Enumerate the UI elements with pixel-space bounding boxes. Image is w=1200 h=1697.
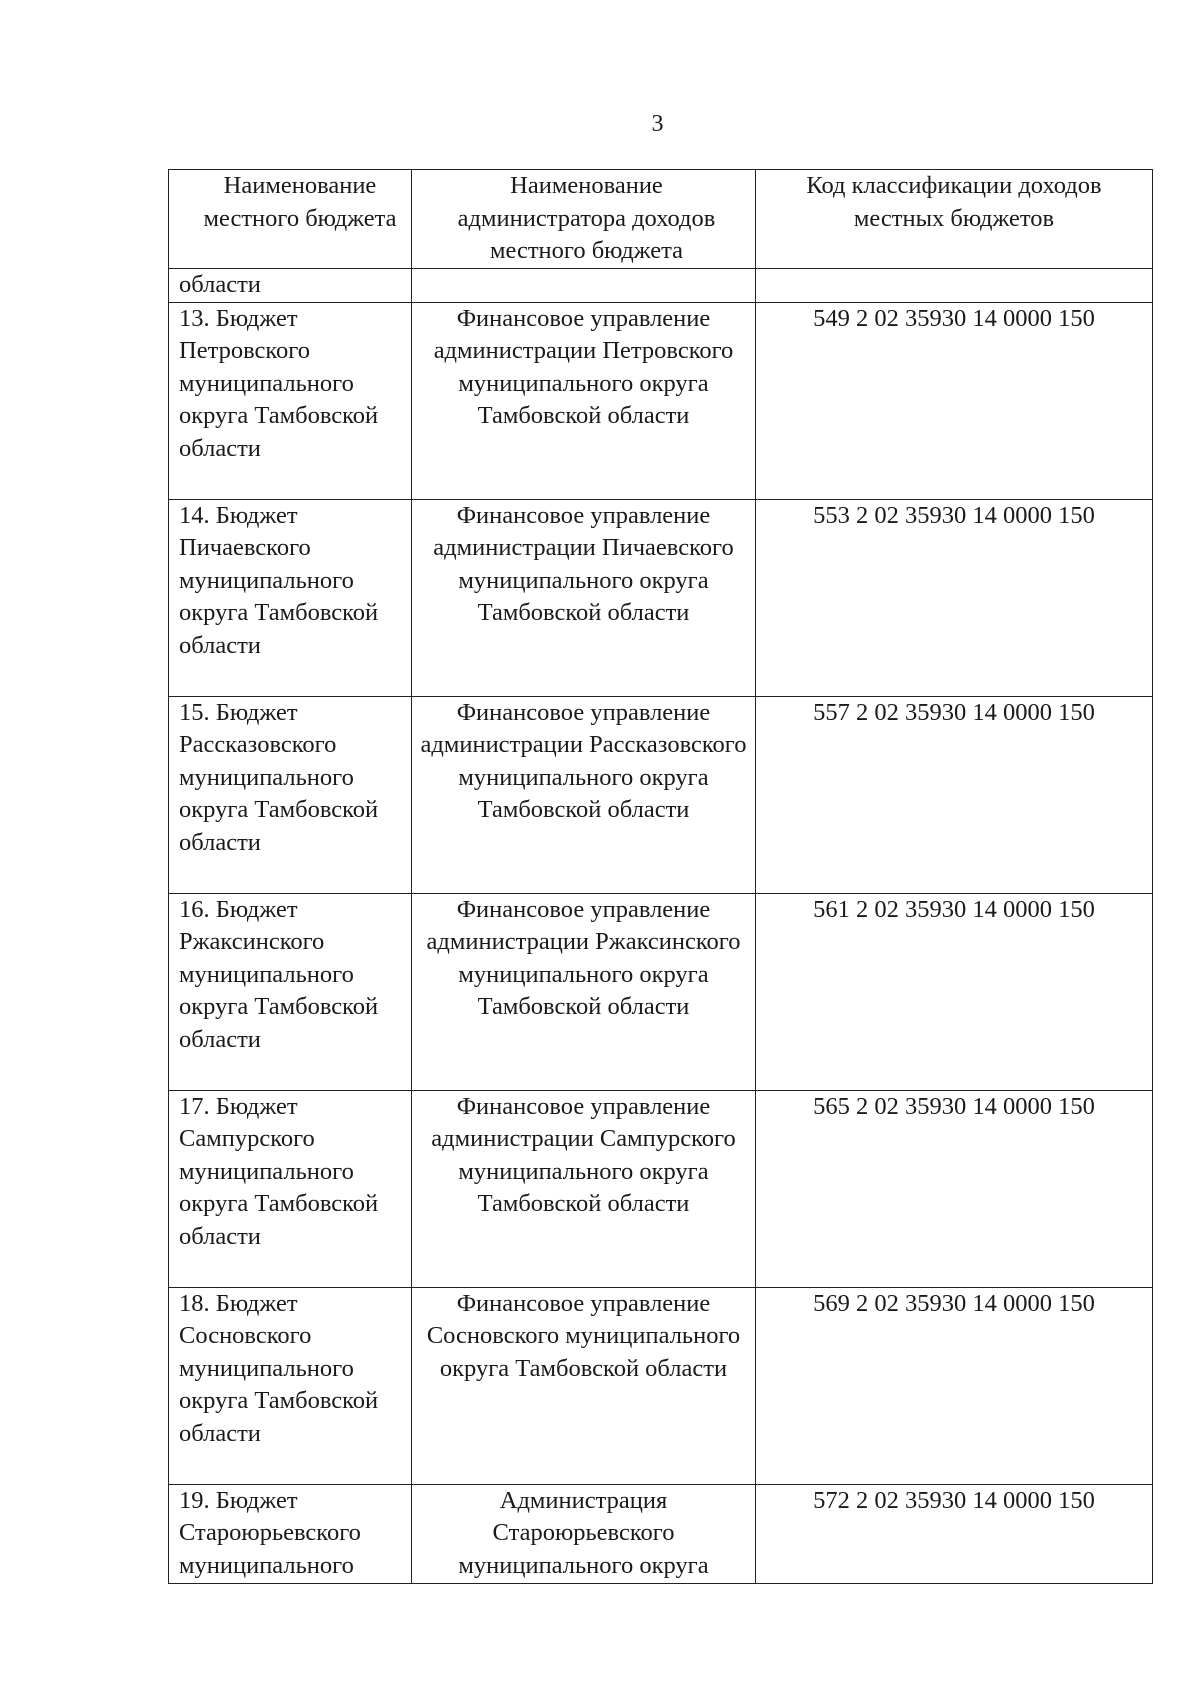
table-row [169,499,1153,696]
code-cell [756,269,1153,303]
header-budget-name: Наименование местного бюджета [169,170,412,269]
admin-cell: Финансовое управление администрации Сампурского муниципального округа Тамбовской области [412,1090,756,1287]
code-cell: 557 2 02 35930 14 0000 150 [756,696,1153,893]
budget-cell: 14. Бюджет Пичаевского муниципального округа Тамбовской области [169,499,412,696]
table-header-row [169,170,1153,269]
budget-cell: 19. Бюджет Староюрьевского муниципального [169,1484,412,1583]
admin-cell: Администрация Староюрьевского муниципального округа [412,1484,756,1583]
admin-cell: Финансовое управление администрации Петровского муниципального округа Тамбовской области [412,302,756,499]
table-row [169,1484,1153,1583]
table-row [169,893,1153,1090]
admin-cell: Финансовое управление Сосновского муниципального округа Тамбовской области [412,1287,756,1484]
table-row [169,696,1153,893]
table-row [169,302,1153,499]
code-cell: 572 2 02 35930 14 0000 150 [756,1484,1153,1583]
table-row-continuation [169,269,1153,303]
admin-cell [412,269,756,303]
budget-cell: 15. Бюджет Рассказовского муниципального округа Тамбовской области [169,696,412,893]
page-number: 3 [651,111,664,137]
code-cell: 549 2 02 35930 14 0000 150 [756,302,1153,499]
revenue-table [168,169,1153,1584]
table-row [169,1090,1153,1287]
budget-cell: 18. Бюджет Сосновского муниципального округа Тамбовской области [169,1287,412,1484]
code-cell: 561 2 02 35930 14 0000 150 [756,893,1153,1090]
header-classification-code: Код классификации доходов местных бюджетов [756,170,1153,269]
code-cell: 569 2 02 35930 14 0000 150 [756,1287,1153,1484]
budget-cell: 16. Бюджет Ржаксинского муниципального округа Тамбовской области [169,893,412,1090]
admin-cell: Финансовое управление администрации Пичаевского муниципального округа Тамбовской области [412,499,756,696]
header-admin-name: Наименование администратора доходов местного бюджета [412,170,756,269]
admin-cell: Финансовое управление администрации Рассказовского муниципального округа Тамбовской области [412,696,756,893]
budget-cell: области [169,269,412,303]
admin-cell: Финансовое управление администрации Ржаксинского муниципального округа Тамбовской области [412,893,756,1090]
code-cell: 553 2 02 35930 14 0000 150 [756,499,1153,696]
budget-cell: 17. Бюджет Сампурского муниципального округа Тамбовской области [169,1090,412,1287]
code-cell: 565 2 02 35930 14 0000 150 [756,1090,1153,1287]
budget-cell: 13. Бюджет Петровского муниципального округа Тамбовской области [169,302,412,499]
table-row [169,1287,1153,1484]
